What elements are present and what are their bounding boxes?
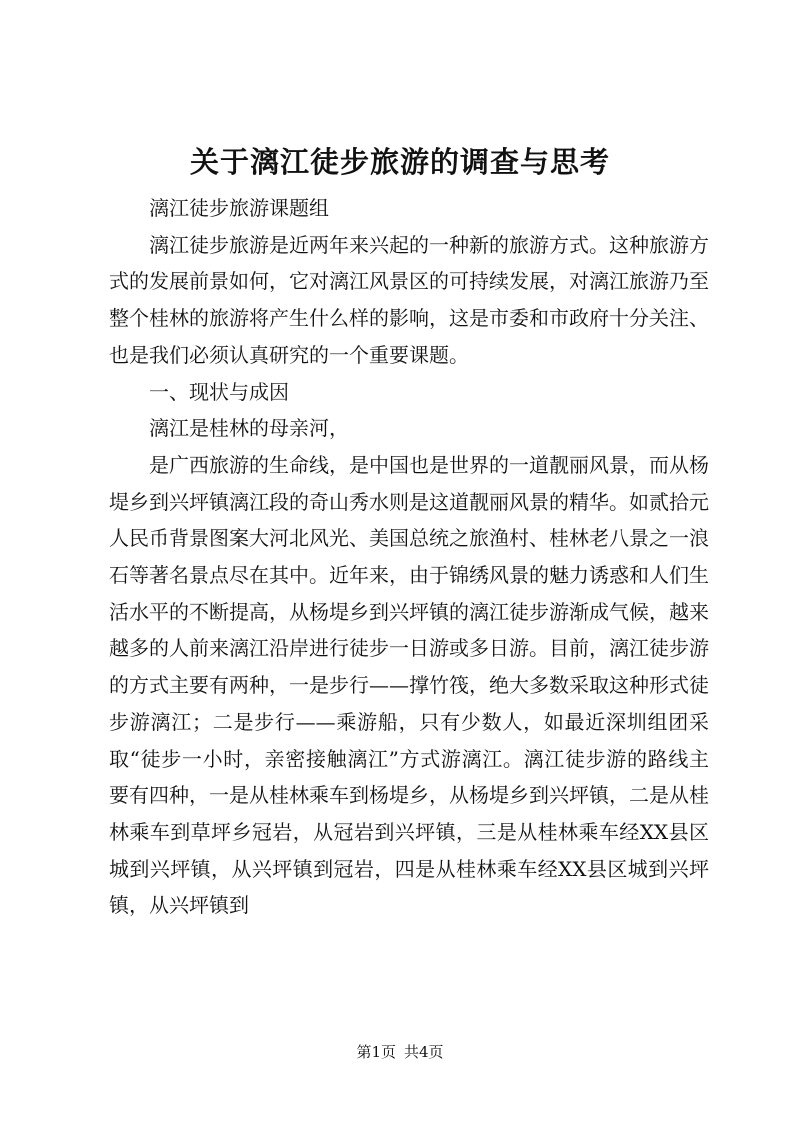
page-footer — [0, 1042, 800, 1062]
body-paragraph: 漓江是桂林的母亲河， — [149, 416, 349, 441]
intro-paragraph: 漓江徒步旅游是近两年来兴起的一种新的旅游方式。这种旅游方式的发展前景如何，它对漓江风景区的可持续发展，对漓江旅游乃至整个桂林的旅游将产生什么样的影响，这是市委和市政府十分关注、也是我们必须认真研究的一个重要课题。 — [109, 232, 709, 367]
page-number: 第1页 — [356, 1043, 396, 1061]
document-body — [109, 190, 709, 924]
body-paragraph: 是广西旅游的生命线，是中国也是世界的一道靓丽风景，而从杨堤乡到兴坪镇漓江段的奇山秀水则是这道靓丽风景的精华。如贰拾元人民币背景图案大河北风光、美国总统之旅渔村、桂林老八景之一浪石等著名景点尽在其中。近年来，由于锦绣风景的魅力诱惑和人们生活水平的不断提高，从杨堤乡到兴坪镇的漓江徒步游渐成气候，越来越多的人前来漓江沿岸进行徒步一日游或多日游。目前，漓江徒步游的方式主要有两种，一是步行——撑竹筏，绝大多数采取这种形式徒步游漓江；二是步行——乘游船，只有少数人，如最近深圳组团采取“徒步一小时，亲密接触漓江”方式游漓江。漓江徒步游的路线主要有四种，一是从桂林乘车到杨堤乡，从杨堤乡到兴坪镇，二是从桂林乘车到草坪乡冠岩，从冠岩到兴坪镇，三是从桂林乘车经XX县区城到兴坪镇，从兴坪镇到冠岩，四是从桂林乘车经XX县区城到兴坪镇，从兴坪镇到 — [109, 452, 709, 918]
page-title: 关于漓江徒步旅游的调查与思考 — [189, 145, 610, 179]
page-total: 共4页 — [404, 1043, 444, 1061]
section-heading: 一、现状与成因 — [149, 379, 289, 404]
author-line: 漓江徒步旅游课题组 — [149, 196, 329, 220]
